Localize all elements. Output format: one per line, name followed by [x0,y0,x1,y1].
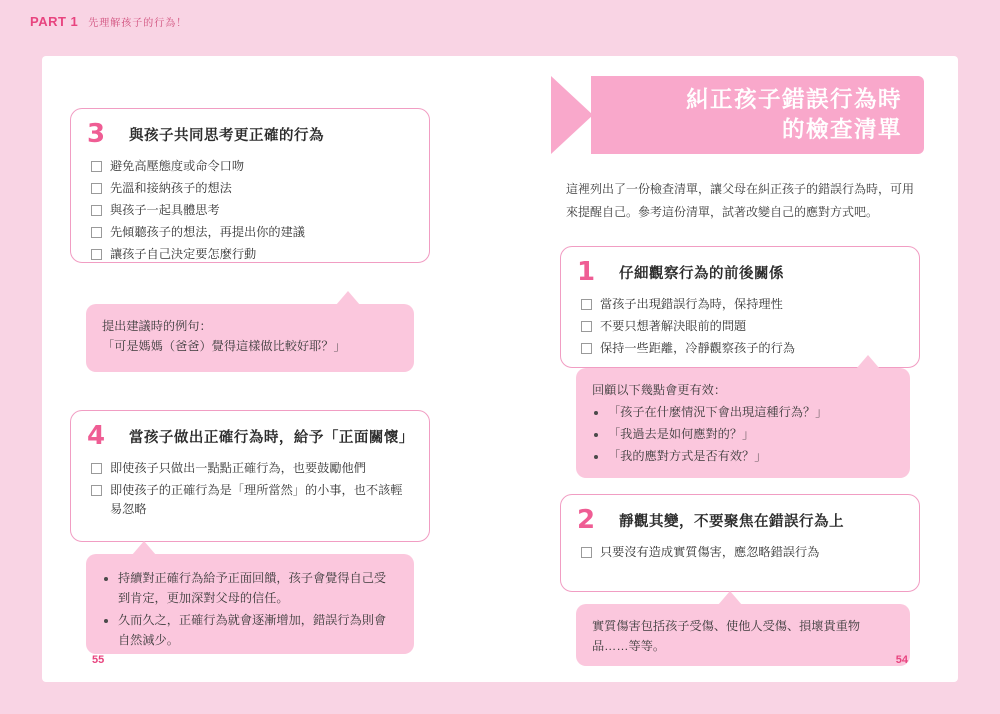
callout-bullets [102,568,398,651]
check-label: 即使孩子只做出一點點正確行為，也要鼓勵他們 [110,461,366,475]
checkbox-icon[interactable] [91,183,102,194]
callout-tail-icon [336,291,360,305]
checkbox-icon[interactable] [91,227,102,238]
check-label: 與孩子一起具體思考 [110,202,220,217]
page-header [30,14,187,29]
callout-line: 實質傷害包括孩子受傷、使他人受傷、損壞貴重物品……等等。 [592,619,861,654]
check-item[interactable] [91,201,411,220]
checkbox-icon[interactable] [581,547,592,558]
callout-bullet: • 「孩子在什麼情況下會出現這種行為？」 [608,402,894,422]
callout-bullet: • 「我的應對方式是否有效？」 [608,446,894,466]
section-2-header [561,495,919,539]
callout-tail-icon [718,591,742,605]
callout-lead: 回顧以下幾點會更有效： [592,383,727,397]
check-item[interactable] [91,157,411,176]
page-number-right: 54 [895,654,908,666]
callout-bullet: • 持續對正確行為給予正面回饋，孩子會覺得自己受到肯定，更加深對父母的信任。 [118,568,398,608]
section-3-checklist [71,153,429,279]
section-2-checklist [561,539,919,577]
check-item[interactable] [581,317,901,336]
banner-arrow-icon [551,76,593,154]
section-3-title: 與孩子共同思考更正確的行為 [129,127,324,144]
section-4-checklist [71,455,429,534]
check-label: 當孩子出現錯誤行為時，保持理性 [600,297,783,311]
check-label: 即使孩子的正確行為是「理所當然」的小事，也不該輕易忽略 [110,482,403,516]
section-2-number: 2 [577,505,596,535]
check-label: 先溫和接納孩子的想法 [110,180,232,195]
part-label: PART 1 [30,14,79,29]
check-item[interactable] [91,179,411,198]
check-label: 先傾聽孩子的想法，再提出你的建議 [110,224,305,239]
checkbox-icon[interactable] [91,463,102,474]
section-4-title: 當孩子做出正確行為時，給予「正面關懷」 [128,429,414,446]
section-3-callout [86,304,414,372]
section-1-title: 仔細觀察行為的前後關係 [619,265,784,282]
checkbox-icon[interactable] [91,249,102,260]
section-3-number: 3 [87,119,106,149]
check-label: 讓孩子自己決定要怎麼行動 [110,246,257,261]
part-title: 先理解孩子的行為！ [88,18,188,29]
checkbox-icon[interactable] [91,485,102,496]
banner-body [591,76,924,154]
section-block-1 [560,246,920,368]
check-item[interactable] [581,295,901,314]
checkbox-icon[interactable] [581,343,592,354]
section-4-header [71,411,429,455]
callout-tail-icon [132,541,156,555]
page-sheet [42,56,958,682]
check-item[interactable] [581,339,901,358]
section-2-callout [576,604,910,666]
callout-bullet: • 「我過去是如何應對的？」 [608,424,894,444]
section-3-header [71,109,429,153]
check-item[interactable] [91,481,411,519]
banner-title-line-1: 糾正孩子錯誤行為時 [685,87,902,113]
callout-bullets [592,402,894,466]
section-4-callout [86,554,414,654]
right-page-intro: 這裡列出了一份檢查清單，讓父母在糾正孩子的錯誤行為時，可用來提醒自己。參考這份清單，試著改變自己的應對方式吧。 [566,182,915,219]
section-1-number: 1 [577,257,596,287]
checkbox-icon[interactable] [91,205,102,216]
right-page-banner [551,76,924,154]
page-number-left: 55 [92,654,105,666]
checkbox-icon[interactable] [581,321,592,332]
callout-tail-icon [856,355,880,369]
section-2-title: 靜觀其變，不要聚焦在錯誤行為上 [619,513,844,530]
check-item[interactable] [581,543,901,562]
section-block-2 [560,494,920,592]
section-block-3 [70,108,430,263]
callout-bullet: • 久而久之，正確行為就會逐漸增加，錯誤行為則會自然減少。 [118,610,398,650]
section-1-header [561,247,919,291]
section-block-4 [70,410,430,542]
check-item[interactable] [91,245,411,264]
section-1-callout [576,368,910,478]
callout-line: 提出建議時的例句： [102,319,212,333]
check-label: 保持一些距離，冷靜觀察孩子的行為 [600,340,795,355]
banner-title-line-2: 的檢查清單 [781,117,902,142]
check-label: 只要沒有造成實質傷害，應忽略錯誤行為 [600,545,820,559]
checkbox-icon[interactable] [581,299,592,310]
check-label: 避免高壓態度或命令口吻 [110,159,245,173]
check-label: 不要只想著解決眼前的問題 [600,318,747,333]
check-item[interactable] [91,223,411,242]
check-item[interactable] [91,459,411,478]
checkbox-icon[interactable] [91,161,102,172]
section-4-number: 4 [87,421,106,451]
callout-line: 「可是媽媽（爸爸）覺得這樣做比較好耶？」 [102,339,346,354]
